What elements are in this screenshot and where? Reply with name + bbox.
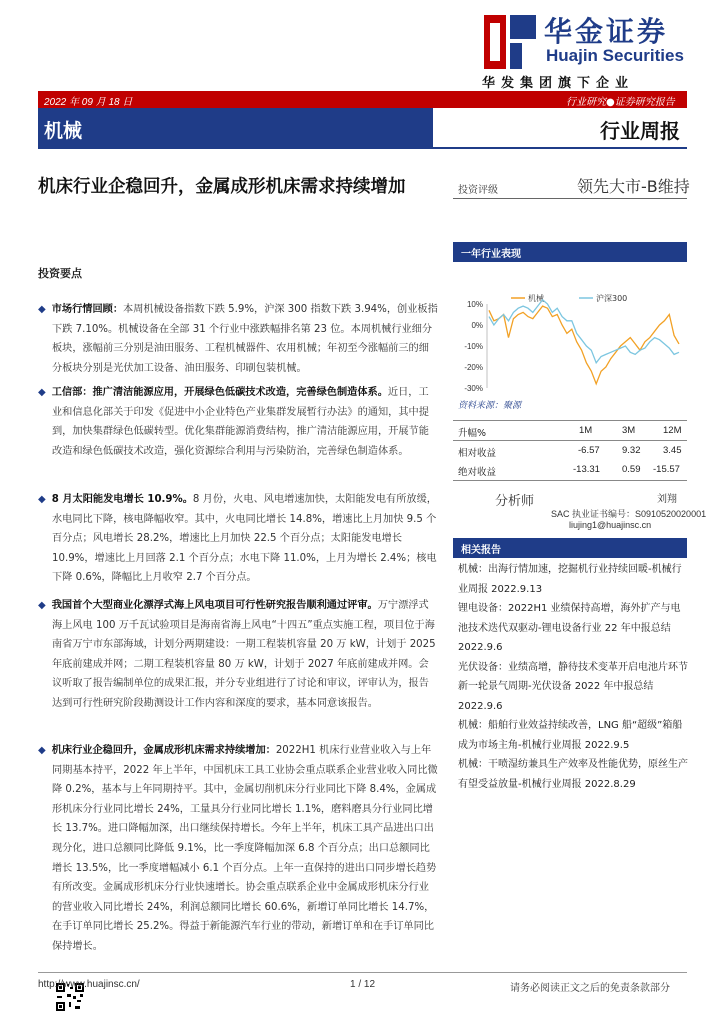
related-section-header bbox=[453, 538, 687, 558]
perf-cell: 0.59 bbox=[622, 464, 641, 475]
divider bbox=[453, 480, 687, 481]
divider bbox=[453, 198, 687, 199]
y-tick-label: -10% bbox=[464, 342, 483, 351]
y-tick-label: -20% bbox=[464, 363, 483, 372]
paragraph-text: 近日，工业和信息化部关于印发《促进中小企业特色产业集群发展暂行办法》的通知，其中提到，加快集群绿色低碳转型。优化集群能源消费结构，推广清洁能源应用，开展节能改造和绿色低碳技术改造，强化资源综合利用与污染防治，完善绿色制造体系。 bbox=[52, 387, 429, 457]
perf-section-title: 一年行业表现 bbox=[461, 249, 521, 260]
perf-row-label: 相对收益 bbox=[458, 448, 497, 459]
paragraph-offshore-wind bbox=[38, 596, 438, 714]
website-link[interactable]: http://www.huajinsc.cn/ bbox=[38, 979, 140, 990]
sector-title: 机械 bbox=[44, 120, 83, 142]
divider bbox=[453, 440, 687, 441]
industry-performance-chart bbox=[453, 290, 687, 394]
paragraph-heading: 工信部：推广清洁能源应用，开展绿色低碳技术改造，完善绿色制造体系。 bbox=[51, 387, 388, 398]
diamond-bullet-icon: ◆ bbox=[38, 600, 46, 611]
legend-label: 沪深300 bbox=[596, 294, 628, 303]
analyst-cert: SAC 执业证书编号：S0910520020001 bbox=[551, 509, 707, 519]
related-reports-list bbox=[458, 560, 688, 794]
page-number: 1 / 12 bbox=[350, 979, 376, 990]
report-type: 行业周报 bbox=[600, 119, 680, 143]
related-report-item[interactable]: 机械：出海行情加速，挖掘机行业持续回暖-机械行业周报 2022.9.13 bbox=[458, 564, 682, 595]
page-title: 机床行业企稳回升，金属成形机床需求持续增加 bbox=[38, 177, 406, 197]
related-section-title: 相关报告 bbox=[461, 545, 501, 556]
paragraph-heading: 机床行业企稳回升，金属成形机床需求持续增加： bbox=[51, 745, 276, 756]
paragraph-text: 本周机械设备指数下跌 5.9%，沪深 300 指数下跌 3.94%，创业板指下跌 7.10%。机械设备在全部 31 个行业中涨跌幅排名第 23 位。本周机械行业细分板块，涨幅前三分别是油田服务、工程机械器件、农用机械；年初至今涨幅前三的细分板块分别是光伏加工设备、油田服务、印刷包装机械。 bbox=[52, 304, 438, 374]
disclaimer: 请务必阅读正文之后的免责条款部分 bbox=[510, 983, 670, 994]
slogan: 华发集团旗下企业 bbox=[482, 76, 635, 91]
huajin-logo-icon bbox=[484, 15, 536, 69]
report-date: 2022 年 09 月 18 日 bbox=[44, 97, 133, 108]
legend-label: 机械 bbox=[528, 294, 544, 303]
perf-header-1m: 1M bbox=[579, 425, 593, 436]
paragraph-market-review bbox=[38, 300, 438, 378]
perf-cell: 9.32 bbox=[622, 445, 641, 456]
paragraph-text: 万宁漂浮式海上风电 100 万千瓦试验项目是海南省海上风电“十四五”重点实施工程，项目位于海南省万宁市东部海域，计划分两期建设：一期工程装机容量 20 万 kW，计划于 2025 年底前建成并网；二期工程装机容量 80 万 kW，计划于 2027 年底前建成并网。会议听取了报告编制单位的成果汇报，并分专业组进行了讨论和审议，评审认为，报告达到可行性研究阶段勘测设计工作内容和深度的要求，基本同意该报告。 bbox=[52, 600, 436, 709]
report-category: 行业研究●证券研究报告 bbox=[566, 97, 675, 108]
perf-header-12m: 12M bbox=[663, 425, 682, 436]
perf-cell: -15.57 bbox=[653, 464, 680, 475]
rating-label: 投资评级 bbox=[458, 185, 498, 196]
rating-value: 领先大市-B维持 bbox=[577, 177, 690, 196]
related-report-item[interactable]: 机械：船舶行业效益持续改善，LNG 船“超级”箱船成为市场主角-机械行业周报 2022.9.5 bbox=[458, 720, 683, 751]
paragraph-solar bbox=[38, 490, 438, 588]
paragraph-heading: 市场行情回顾： bbox=[51, 304, 124, 315]
paragraph-text: 2022H1 机床行业营业收入与上年同期基本持平，2022 年上半年，中国机床工具工业协会重点联系企业营业收入同比微降 0.2%，基本与上年同期持平。其中，金属切削机床分行业同比下降 8.4%，金属成形机床分行业同比增长 24%，工量具分行业同比增长 1.1%，磨料磨具分行业同比增长 13.7%。进口降幅加深，出口继续保持增长。今年上半年，机床工具产品进出口出现分化，进口总额同比降低 9.1%，比一季度降幅加深 6.8 个百分点；出口总额同比增长 13.5%，比一季度增幅减小 6.1 个百分点。上年一直保持的进出口同步增长趋势有所改变。金属成形机床分行业快速增长。协会重点联系企业中金属成形机床分行业的营业收入同比增长 24%，利润总额同比增长 60.6%，新增订单同比增长 14.7%，在手订单同比增长 25.2%。得益于新能源汽车行业的带动，新增订单和在手订单同比保持增长。 bbox=[52, 745, 438, 952]
diamond-bullet-icon: ◆ bbox=[38, 387, 46, 398]
paragraph-miit bbox=[38, 383, 438, 461]
related-report-item[interactable]: 锂电设备：2022H1 业绩保持高增，海外扩产与电池技术迭代双驱动-锂电设备行业 22 年中报总结 2022.9.6 bbox=[458, 603, 681, 653]
diamond-bullet-icon: ◆ bbox=[38, 494, 46, 505]
divider bbox=[453, 420, 687, 421]
diamond-bullet-icon: ◆ bbox=[38, 745, 46, 756]
perf-section-header bbox=[453, 242, 687, 262]
paragraph-machine-tool bbox=[38, 741, 438, 957]
footer-divider bbox=[38, 972, 687, 973]
perf-header-3m: 3M bbox=[622, 425, 636, 436]
brand-name-cn: 华金证券 bbox=[544, 15, 669, 48]
perf-header-label: 升幅% bbox=[458, 428, 487, 439]
y-tick-label: -30% bbox=[464, 384, 483, 393]
paragraph-heading: 我国首个大型商业化漂浮式海上风电项目可行性研究报告顺利通过评审。 bbox=[51, 600, 378, 611]
y-tick-label: 0% bbox=[471, 321, 483, 330]
analyst-name: 刘翔 bbox=[657, 494, 677, 505]
perf-row-label: 绝对收益 bbox=[458, 467, 497, 478]
divider bbox=[433, 147, 687, 149]
series-line-0 bbox=[489, 306, 679, 384]
keypoints-heading: 投资要点 bbox=[38, 267, 82, 280]
y-tick-label: 10% bbox=[466, 300, 483, 309]
perf-cell: 3.45 bbox=[663, 445, 682, 456]
paragraph-text: 8 月份，火电、风电增速加快，太阳能发电有所放缓，水电同比下降，核电降幅收窄。其中，火电同比增长 14.8%，增速比上月加快 9.5 个百分点；风电增长 28.2%，增速比上月加快 22.5 个百分点；太阳能发电增长 10.9%，增速比上月回落 2.1 个百分点；水电下降 11.0%，上月为增长 2.4%；核电下降 0.6%，降幅比上月收窄 2.7 个百分点。 bbox=[52, 494, 437, 584]
analyst-email[interactable]: liujing1@huajinsc.cn bbox=[569, 520, 652, 530]
paragraph-heading: 8 月太阳能发电增长 10.9%。 bbox=[51, 494, 193, 505]
perf-cell: -6.57 bbox=[578, 445, 600, 456]
sector-bar bbox=[38, 108, 433, 149]
related-report-item[interactable]: 机械：干喷湿纺兼具生产效率及性能优势，原丝生产有望受益放量-机械行业周报 2022.8.29 bbox=[458, 759, 688, 790]
analyst-label: 分析师 bbox=[495, 494, 535, 509]
perf-cell: -13.31 bbox=[573, 464, 600, 475]
chart-source: 资料来源：聚源 bbox=[458, 401, 522, 411]
diamond-bullet-icon: ◆ bbox=[38, 304, 46, 315]
brand-name-en: Huajin Securities bbox=[546, 46, 684, 65]
related-report-item[interactable]: 光伏设备：业绩高增，静待技术变革开启电池片环节新一轮景气周期-光伏设备 2022 年中报总结 2022.9.6 bbox=[458, 661, 688, 712]
series-line-1 bbox=[489, 300, 679, 363]
